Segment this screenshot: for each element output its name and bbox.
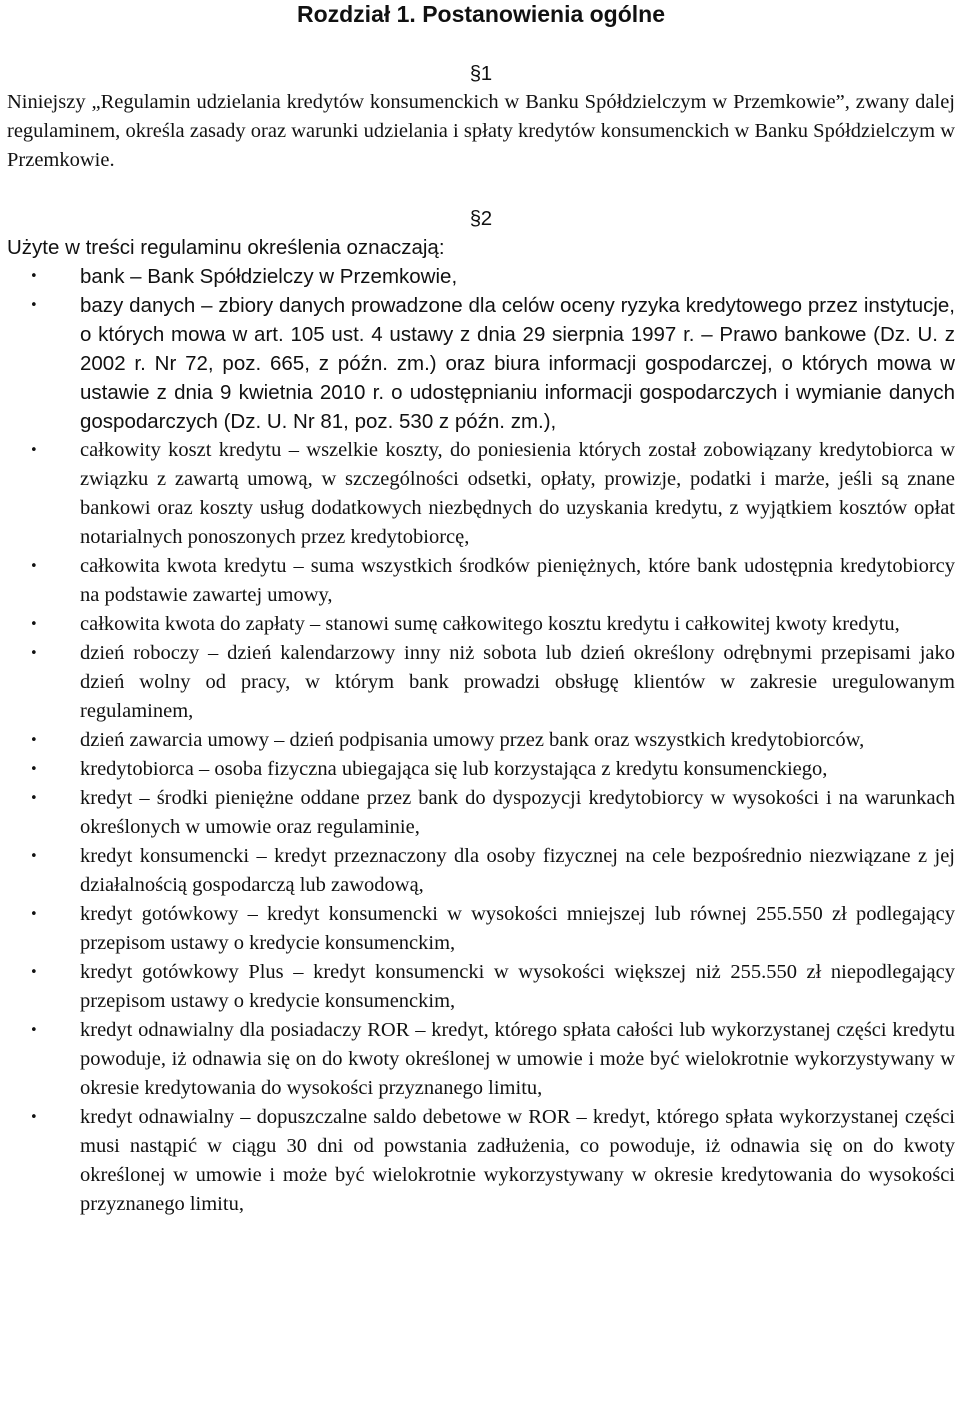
definition-item	[7, 900, 955, 958]
definition-item	[7, 436, 955, 552]
section-1-heading	[7, 59, 955, 88]
bullet-icon: •	[30, 1110, 38, 1125]
section-symbol: §	[469, 207, 482, 230]
bullet-icon: •	[30, 791, 38, 806]
bullet-icon: •	[30, 617, 38, 632]
definition-item	[7, 610, 955, 639]
definition-item	[7, 1016, 955, 1103]
definition-item	[7, 726, 955, 755]
definition-item	[7, 1103, 955, 1219]
definition-text: kredyt odnawialny – dopuszczalne saldo debetowe w ROR – kredyt, którego spłata wykorzystanej części musi nastąpić w ciągu 30 dni od powstania zadłużenia, co powoduje, iż odnawia się on do kwoty określonej w umowie i może być wielokrotnie wykorzystywany w okresie kredytowania do wysokości przyznanego limitu,	[80, 1106, 955, 1215]
section-symbol: §	[469, 62, 482, 85]
section-number: 1	[480, 62, 493, 85]
definition-item	[7, 958, 955, 1016]
bullet-icon: •	[30, 646, 38, 661]
bullet-icon: •	[30, 1023, 38, 1038]
definition-text: bank – Bank Spółdzielczy w Przemkowie,	[80, 265, 458, 288]
bullet-icon: •	[30, 733, 38, 748]
definition-text: całkowita kwota kredytu – suma wszystkich środków pieniężnych, które bank udostępnia kredytobiorcy na podstawie zawartej umowy,	[80, 555, 955, 606]
definition-text: kredyt gotówkowy – kredyt konsumencki w wysokości mniejszej lub równej 255.550 zł podlegający przepisom ustawy o kredycie konsumenckim,	[80, 903, 955, 954]
definition-text: dzień zawarcia umowy – dzień podpisania umowy przez bank oraz wszystkich kredytobiorców,	[80, 729, 865, 751]
definition-text: dzień roboczy – dzień kalendarzowy inny niż sobota lub dzień określony odrębnymi przepisami jako dzień wolny od pracy, w którym bank prowadzi obsługę klientów w zakresie uregulowanym regulaminem,	[80, 642, 955, 722]
definition-text: kredyt gotówkowy Plus – kredyt konsumencki w wysokości większej niż 255.550 zł niepodlegający przepisom ustawy o kredycie konsumenckim,	[80, 961, 955, 1012]
definition-item	[7, 262, 955, 291]
definition-item	[7, 784, 955, 842]
bullet-icon: •	[30, 269, 38, 284]
bullet-icon: •	[30, 762, 38, 777]
bullet-icon: •	[30, 965, 38, 980]
section-2-heading	[7, 204, 955, 233]
definition-text: bazy danych – zbiory danych prowadzone dla celów oceny ryzyka kredytowego przez instytucje, o których mowa w art. 105 ust. 4 ustawy z dnia 29 sierpnia 1997 r. – Prawo bankowe (Dz. U. z 2002 r. Nr 72, poz. 665, z późn. zm.) oraz biura informacji gospodarczej, o których mowa w ustawie z dnia 9 kwietnia 2010 r. o udostępnianiu informacji gospodarczych i wymianie danych gospodarczych (Dz. U. Nr 81, poz. 530 z późn. zm.),	[80, 294, 955, 433]
definition-item	[7, 842, 955, 900]
spacer	[7, 29, 955, 59]
spacer	[7, 175, 955, 204]
definition-text: kredyt – środki pieniężne oddane przez bank do dyspozycji kredytobiorcy w wysokości i na warunkach określonych w umowie oraz regulaminie,	[80, 787, 955, 838]
bullet-icon: •	[30, 849, 38, 864]
bullet-icon: •	[30, 559, 38, 574]
section-1-paragraph: Niniejszy „Regulamin udzielania kredytów konsumenckich w Banku Spółdzielczym w Przemkowie”, zwany dalej regulaminem, określa zasady oraz warunki udzielania i spłaty kredytów konsumenckich w Banku Spółdzielczym w Przemkowie.	[7, 91, 955, 171]
bullet-icon: •	[30, 443, 38, 458]
bullet-icon: •	[30, 298, 38, 313]
chapter-title: Rozdział 1. Postanowienia ogólne	[296, 1, 666, 27]
section-2-intro: Użyte w treści regulaminu określenia oznaczają:	[7, 236, 445, 259]
definition-item	[7, 639, 955, 726]
definition-item	[7, 552, 955, 610]
definition-text: kredyt odnawialny dla posiadaczy ROR – kredyt, którego spłata całości lub wykorzystanej części kredytu powoduje, iż odnawia się on do kwoty określonej w umowie i może być wielokrotnie wykorzystywany w okresie kredytowania do wysokości przyznanego limitu,	[80, 1019, 955, 1099]
definition-text: całkowity koszt kredytu – wszelkie koszty, do poniesienia których został zobowiązany kredytobiorca w związku z zawartą umową, w szczególności odsetki, opłaty, prowizje, podatki i marże, jeśli są znane bankowi oraz koszty usług dodatkowych niezbędnych do uzyskania kredytu, z wyjątkiem kosztów opłat notarialnych ponoszonych przez kredytobiorcę,	[80, 439, 955, 548]
definitions-list	[7, 262, 955, 1219]
definition-item	[7, 291, 955, 436]
definition-text: całkowita kwota do zapłaty – stanowi sumę całkowitego kosztu kredytu i całkowitej kwoty kredytu,	[80, 613, 900, 635]
definition-text: kredyt konsumencki – kredyt przeznaczony dla osoby fizycznej na cele bezpośrednio niezwiązane z jej działalnością gospodarczą lub zawodową,	[80, 845, 955, 896]
definition-text: kredytobiorca – osoba fizyczna ubiegająca się lub korzystająca z kredytu konsumenckiego,	[80, 758, 828, 780]
section-number: 2	[480, 207, 493, 230]
bullet-icon: •	[30, 907, 38, 922]
definition-item	[7, 755, 955, 784]
